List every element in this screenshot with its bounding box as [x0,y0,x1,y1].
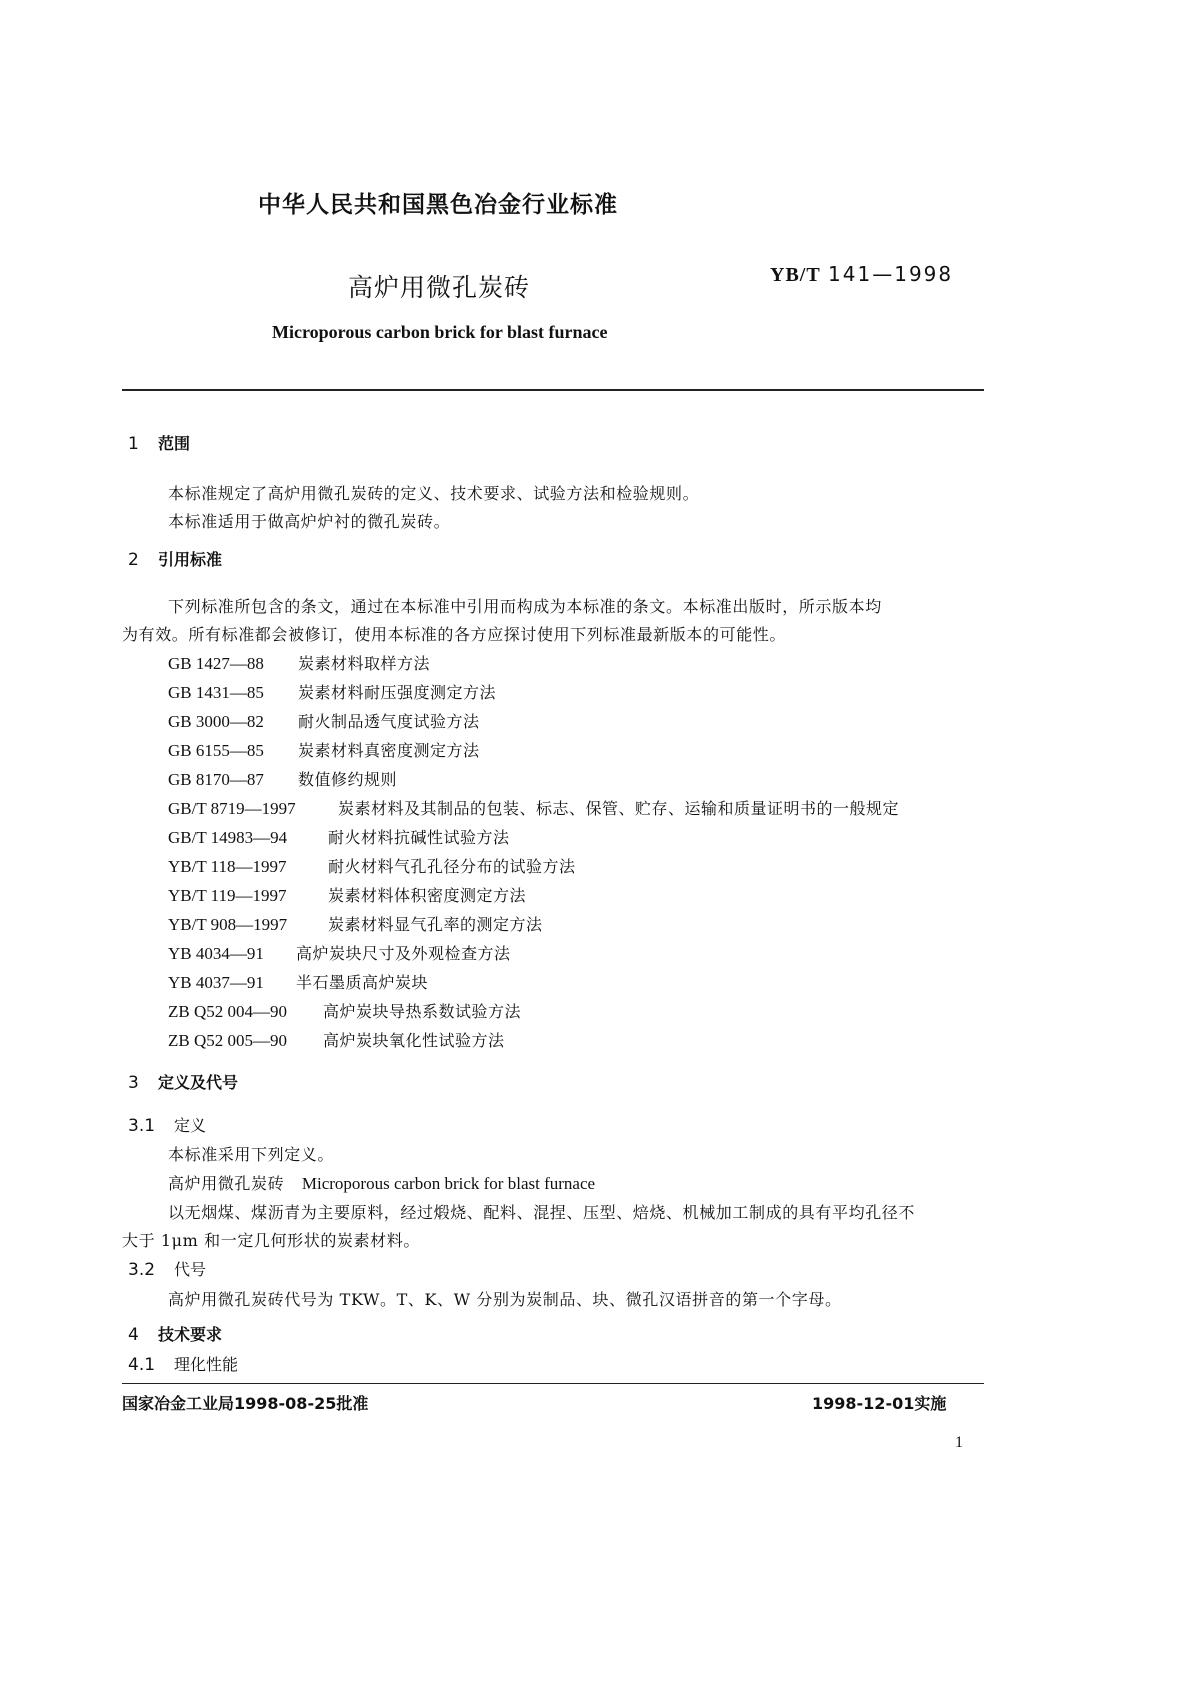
reference-item [168,651,430,674]
reference-code: YB 4037—91 [168,973,264,992]
reference-title: 耐火制品透气度试验方法 [298,712,480,731]
effective-date: 1998-12-01实施 [812,1394,947,1413]
section-title: 技术要求 [158,1325,223,1344]
reference-item [168,1028,505,1051]
subsection-number: 3.2 [128,1260,156,1280]
section-2-paragraph-line-1: 下列标准所包含的条文，通过在本标准中引用而构成为本标准的条文。本标准出版时，所示版本均 [168,597,882,616]
definition-term [168,1171,595,1194]
term-chinese: 高炉用微孔炭砖 [168,1174,285,1193]
reference-code: YB 4034—91 [168,944,264,963]
reference-title: 炭素材料真密度测定方法 [298,741,480,760]
definition-line-2: 大于 1μm 和一定几何形状的炭素材料。 [122,1231,420,1250]
document-title: 高炉用微孔炭砖 [348,273,531,302]
reference-item [168,796,899,819]
reference-code: YB/T 118—1997 [168,857,287,876]
section-3-paragraph-1: 本标准采用下列定义。 [168,1145,335,1164]
reference-title: 高炉炭块氧化性试验方法 [323,1031,505,1050]
reference-code: GB 6155—85 [168,741,264,760]
reference-code: GB/T 8719—1997 [168,799,296,818]
reference-title: 炭素材料体积密度测定方法 [328,886,527,905]
reference-title: 半石墨质高炉炭块 [296,973,429,992]
reference-item [168,680,496,703]
section-4-heading [128,1322,222,1345]
reference-code: ZB Q52 005—90 [168,1031,287,1050]
section-number: 1 [128,434,139,454]
reference-title: 炭素材料耐压强度测定方法 [298,683,497,702]
subsection-title: 定义 [174,1116,207,1135]
section-number: 3 [128,1073,139,1093]
subsection-4-1-heading [128,1352,238,1375]
document-header: 中华人民共和国黑色冶金行业标准 [258,192,618,218]
reference-item [168,767,397,790]
reference-item [168,883,526,906]
reference-title: 高炉炭块尺寸及外观检查方法 [296,944,511,963]
standard-code [770,262,953,287]
reference-title: 耐火材料气孔孔径分布的试验方法 [328,857,576,876]
subsection-3-2-heading [128,1257,206,1280]
subsection-number: 3.1 [128,1116,156,1136]
reference-item [168,825,510,848]
reference-code: YB/T 119—1997 [168,886,287,905]
reference-title: 炭素材料显气孔率的测定方法 [328,915,543,934]
reference-title: 数值修约规则 [298,770,398,789]
subsection-title: 代号 [174,1260,207,1279]
section-title: 定义及代号 [158,1073,239,1092]
section-2-heading [128,547,222,570]
reference-title: 炭素材料及其制品的包装、标志、保管、贮存、运输和质量证明书的一般规定 [338,799,900,818]
reference-code: GB 3000—82 [168,712,264,731]
reference-item [168,854,576,877]
standard-code-number: 141—1998 [828,262,954,286]
subsection-title: 理化性能 [174,1355,239,1374]
reference-code: YB/T 908—1997 [168,915,288,934]
reference-item [168,912,543,935]
reference-item [168,709,480,732]
section-number: 2 [128,550,139,570]
reference-code: GB 1431—85 [168,683,264,702]
section-number: 4 [128,1325,139,1345]
header-divider [122,389,984,391]
reference-item [168,941,511,964]
reference-code: GB 8170—87 [168,770,264,789]
section-3-heading [128,1070,238,1093]
reference-item [168,970,428,993]
reference-title: 耐火材料抗碱性试验方法 [328,828,510,847]
reference-title: 高炉炭块导热系数试验方法 [323,1002,522,1021]
subsection-number: 4.1 [128,1355,156,1375]
standard-code-prefix: YB/T [770,264,821,286]
reference-code: ZB Q52 004—90 [168,1002,287,1021]
section-title: 引用标准 [158,550,223,569]
reference-item [168,738,480,761]
code-definition: 高炉用微孔炭砖代号为 TKW。T、K、W 分别为炭制品、块、微孔汉语拼音的第一个字母。 [168,1290,842,1309]
section-title: 范围 [158,434,191,453]
reference-code: GB 1427—88 [168,654,264,673]
reference-item [168,999,521,1022]
section-1-paragraph-1: 本标准规定了高炉用微孔炭砖的定义、技术要求、试验方法和检验规则。 [168,484,700,503]
reference-code: GB/T 14983—94 [168,828,288,847]
reference-title: 炭素材料取样方法 [298,654,431,673]
document-subtitle: Microporous carbon brick for blast furnace [272,322,608,342]
approval-date: 国家冶金工业局1998-08-25批准 [122,1394,369,1413]
page-number: 1 [955,1434,963,1451]
section-1-heading [128,431,190,454]
section-2-paragraph-line-2: 为有效。所有标准都会被修订，使用本标准的各方应探讨使用下列标准最新版本的可能性。 [122,625,787,644]
term-english: Microporous carbon brick for blast furnace [301,1174,596,1193]
section-1-paragraph-2: 本标准适用于做高炉炉衬的微孔炭砖。 [168,512,451,531]
subsection-3-1-heading [128,1113,206,1136]
definition-line-1: 以无烟煤、煤沥青为主要原料，经过煅烧、配料、混捏、压型、焙烧、机械加工制成的具有平均孔径不 [168,1203,916,1222]
footer-divider [122,1383,984,1384]
